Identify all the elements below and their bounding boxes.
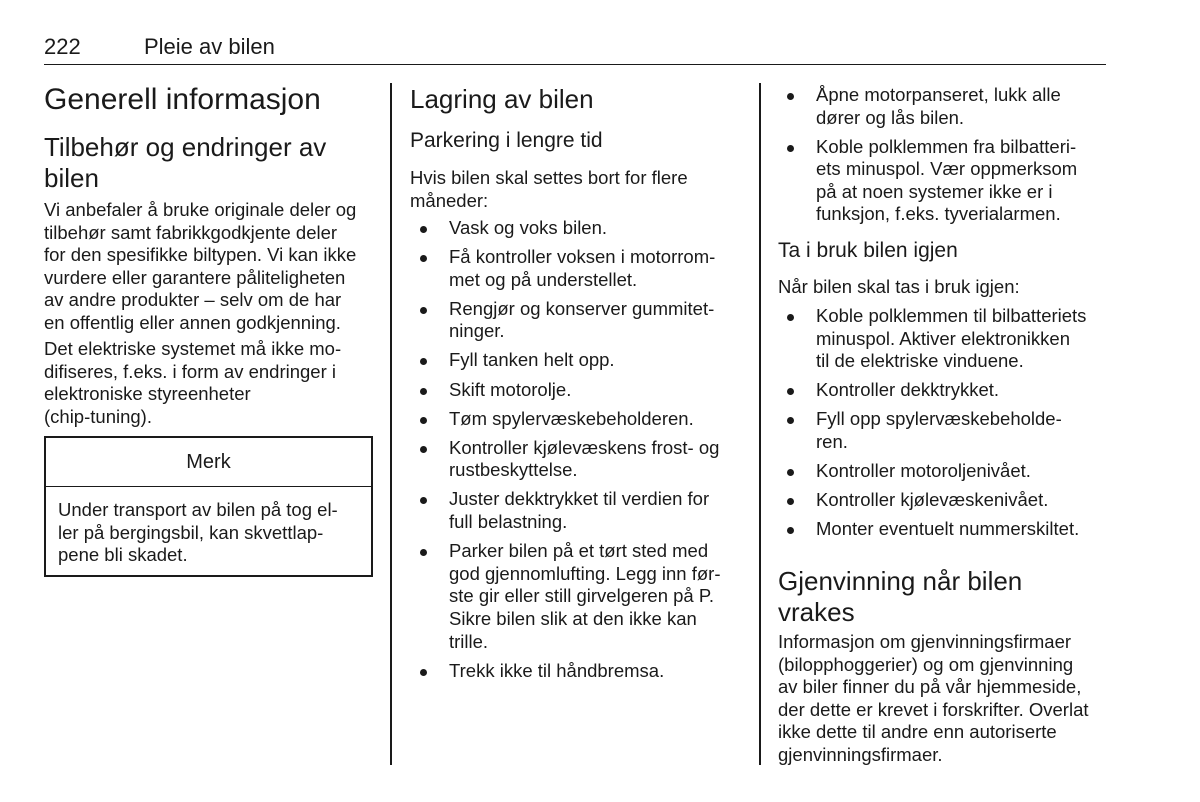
section-title-general-info: Generell informasjon — [44, 83, 321, 116]
list-item-text: Fyll tanken helt opp. — [449, 349, 615, 371]
list-item-text: Kontroller kjølevæskenivået. — [816, 489, 1049, 511]
bullet-icon — [420, 388, 427, 395]
list-item — [412, 298, 747, 343]
list-item — [779, 489, 1109, 512]
list-item — [412, 217, 747, 240]
note-box — [44, 436, 373, 577]
list-item-text: Trekk ikke til håndbremsa. — [449, 659, 665, 681]
list-item-text: Skift motorolje. — [449, 378, 572, 400]
list-item-text: Monter eventuelt nummerskiltet. — [816, 518, 1080, 540]
bullet-icon — [787, 498, 794, 505]
subsection-title-accessories: Tilbehør og endringer av bilen — [44, 132, 327, 193]
list-item-text: Vask og voks bilen. — [449, 217, 608, 238]
list-item — [779, 84, 1109, 129]
bullet-icon — [420, 417, 427, 424]
note-body: Under transport av bilen på tog el- ler på bergingsbil, kan skvettlap- pene bli skadet. — [58, 499, 338, 566]
section-title-storage: Lagring av bilen — [410, 84, 594, 114]
subsection-title-recommission: Ta i bruk bilen igjen — [778, 239, 958, 262]
paragraph-storage-intro: Hvis bilen skal settes bort for flere måneder: — [410, 167, 688, 211]
section-title-recycling: Gjenvinning når bilen vrakes — [778, 566, 1023, 627]
page-number: 222 — [44, 34, 81, 59]
list-item-text: Tøm spylervæskebeholderen. — [449, 407, 694, 429]
bullet-icon — [420, 226, 427, 233]
bullet-icon — [787, 388, 794, 395]
column-divider-right — [759, 83, 761, 765]
bullet-icon — [420, 255, 427, 262]
list-item — [779, 408, 1109, 453]
list-item — [412, 349, 747, 372]
note-title: Merk — [46, 438, 371, 487]
column-divider-left — [390, 83, 392, 765]
list-item — [779, 305, 1109, 373]
list-item — [412, 488, 747, 533]
list-item — [412, 540, 747, 653]
list-item — [779, 460, 1109, 483]
list-item — [779, 136, 1109, 226]
list-item — [779, 379, 1109, 402]
list-item-text: Kontroller dekktrykket. — [816, 379, 1000, 401]
subsection-title-long-parking: Parkering i lengre tid — [410, 129, 603, 152]
list-item — [412, 246, 747, 291]
storage-checklist — [412, 217, 747, 682]
list-item — [412, 408, 747, 431]
list-item-text: Juster dekktrykket til verdien for full belastning. — [449, 488, 710, 533]
list-item — [779, 518, 1109, 541]
page-header — [44, 34, 1106, 65]
bullet-icon — [787, 469, 794, 476]
list-item-text: Kontroller kjølevæskens frost- og rustbeskyttelse. — [449, 436, 720, 481]
bullet-icon — [420, 669, 427, 676]
recommission-checklist — [779, 305, 1109, 541]
list-item-text: Koble polklemmen fra bilbatteri- ets minuspol. Vær oppmerksom på at noen systemer ikke er i funksjon, f.eks. tyverialarmen. — [816, 135, 1078, 225]
bullet-icon — [420, 307, 427, 314]
paragraph-accessories: Vi anbefaler å bruke originale deler og tilbehør samt fabrikkgodkjente deler for den spesifikke biltypen. Vi kan ikke vurdere eller garantere påliteligheten av andre produkter – selv om de har en offentlig eller annen godkjenning. — [44, 199, 357, 333]
list-item-text: Kontroller motoroljenivået. — [816, 460, 1031, 482]
bullet-icon — [787, 93, 794, 100]
list-item-text: Åpne motorpanseret, lukk alle dører og lås bilen. — [816, 84, 1061, 128]
list-item-text: Rengjør og konserver gummitet- ninger. — [449, 297, 715, 342]
list-item — [412, 660, 747, 683]
bullet-icon — [787, 417, 794, 424]
paragraph-recycling: Informasjon om gjenvinningsfirmaer (bilopphoggerier) og om gjenvinning av biler finner du på vår hjemmeside, der dette er krevet i forskrifter. Overlat ikke dette til andre enn autoriserte gjenvinningsfirmaer. — [778, 631, 1089, 765]
paragraph-recommission-intro: Når bilen skal tas i bruk igjen: — [778, 276, 1020, 297]
list-item — [412, 437, 747, 482]
bullet-icon — [787, 527, 794, 534]
bullet-icon — [420, 358, 427, 365]
list-item-text: Få kontroller voksen i motorrom- met og på understellet. — [449, 246, 716, 290]
bullet-icon — [787, 145, 794, 152]
list-item-text: Fyll opp spylervæskebeholde- ren. — [816, 408, 1062, 452]
storage-checklist-continued — [779, 84, 1109, 226]
paragraph-electrical-system: Det elektriske systemet må ikke mo- difiseres, f.eks. i form av endringer i elektroniske styreenheter (chip-tuning). — [44, 338, 342, 427]
bullet-icon — [420, 497, 427, 504]
bullet-icon — [420, 549, 427, 556]
bullet-icon — [420, 446, 427, 453]
list-item-text: Koble polklemmen til bilbatteriets minuspol. Aktiver elektronikken til de elektriske vinduene. — [816, 305, 1087, 372]
running-title: Pleie av bilen — [144, 34, 275, 59]
bullet-icon — [787, 314, 794, 321]
list-item — [412, 379, 747, 402]
list-item-text: Parker bilen på et tørt sted med god gjennomlufting. Legg inn før- ste gir eller still girvelgeren på P. Sikre bilen slik at den ikke kan trille. — [449, 540, 721, 652]
